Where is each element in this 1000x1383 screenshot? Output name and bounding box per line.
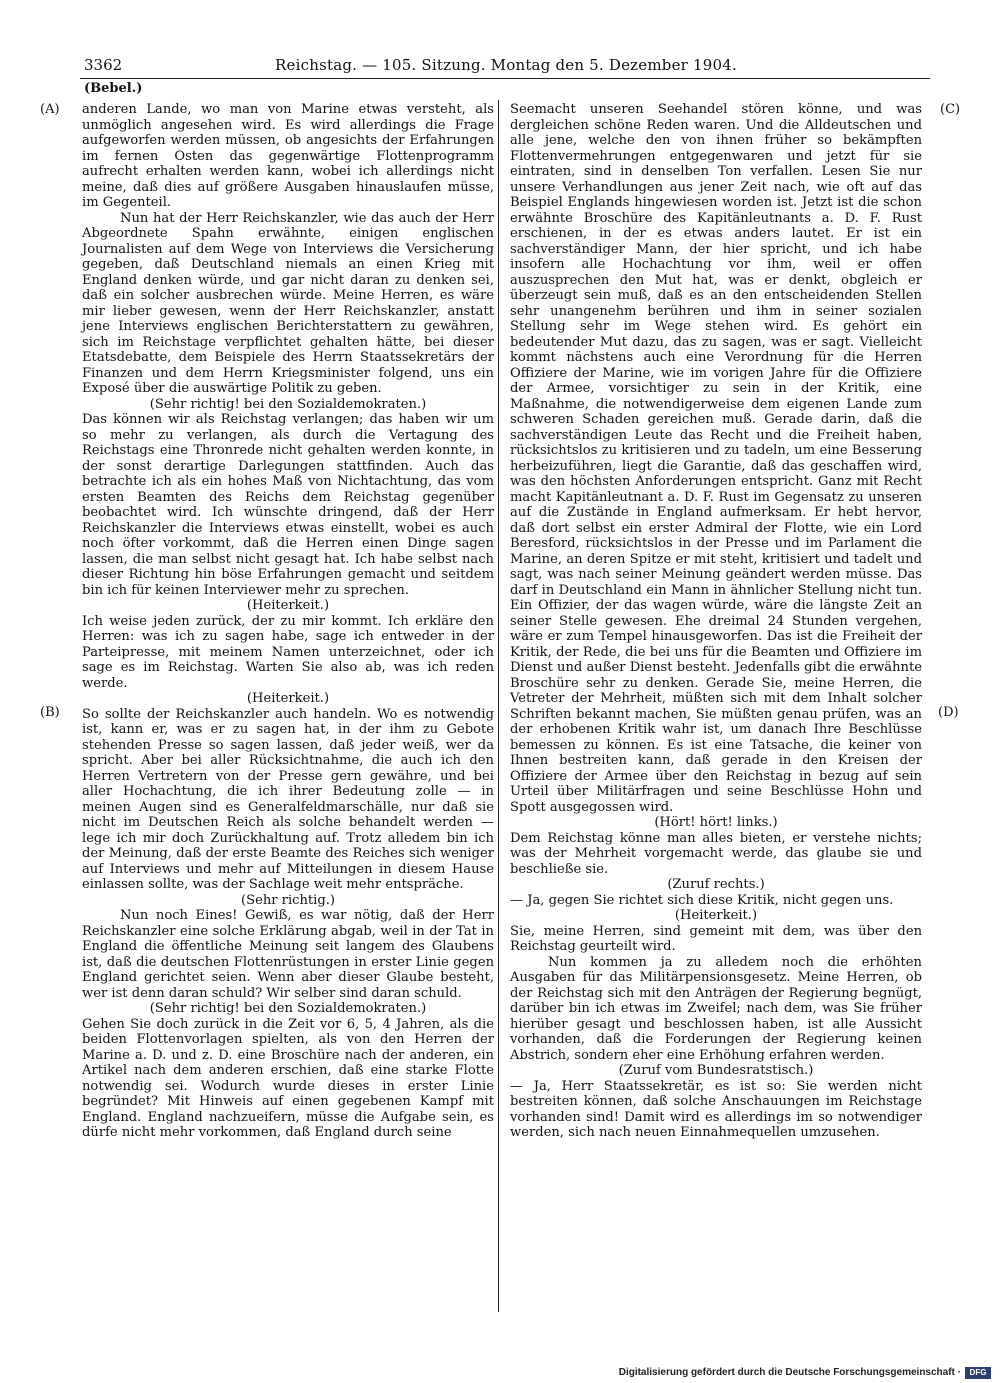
dfg-logo: DFG xyxy=(965,1367,991,1379)
left-column xyxy=(82,102,494,1141)
speaker-name: (Bebel.) xyxy=(84,81,143,96)
speech-paragraph: Gehen Sie doch zurück in die Zeit vor 6, 5, 4 Jahren, als die beiden Flottenvorlagen spielten, als von den Herren der Marine a. D. und z. D. eine Broschüre nach der anderen, ein Artikel nach dem anderen erschien, daß eine starke Flotte notwendig sei. Wodurch wurde dieses in erster Linie begründet? Mit Hinweis auf einen gegebenen Kampf mit England. England nachzueifern, müsse die Aufgabe sein, es dürfe nicht mehr vorkommen, daß England durch seine xyxy=(82,1016,494,1140)
interjection-remark: (Sehr richtig! bei den Sozialdemokraten.) xyxy=(149,1001,427,1016)
margin-marker-a: (A) xyxy=(40,102,60,117)
running-title: Reichstag. — 105. Sitzung. Montag den 5. Dezember 1904. xyxy=(275,56,737,74)
interjection-remark: (Heiterkeit.) xyxy=(674,908,758,923)
interjection-remark: (Hört! hört! links.) xyxy=(654,815,778,830)
speech-paragraph: Seemacht unseren Seehandel stören könne, und was dergleichen schöne Reden waren. Und die Alldeutschen und alle jene, welche den von ihnen früher so bekämpften Flottenvermehrungen entgegenwaren und jetzt für sie eintraten, sind in denselben Ton verfallen. Lesen Sie nur unsere Verhandlungen aus jener Zeit nach, wie oft auf das Beispiel Englands hingewiesen worden ist. Jetzt ist die schon erwähnte Broschüre des Kapitänleutnants a. D. F. Rust erschienen, in der es etwas anders lautet. Er ist ein sachverständiger Mann, der hier spricht, und ich habe insofern alle Hochachtung vor ihm, weil er offen auszusprechen den Mut hat, was er denkt, obgleich er überzeugt sein muß, daß es an den entscheidenden Stellen sehr unangenehm berühren und ihm in seiner sozialen Stellung sehr im Wege stehen wird. Es gehört ein bedeutender Mut dazu, das zu sagen, was er sagt. Vielleicht kommt nächstens auch eine Verordnung für die Herren Offiziere der Marine, wie im vorigen Jahre für die Offiziere der Armee, vorsichtiger zu sein in der Kritik, eine Maßnahme, die notwendigerweise dem eigenen Lande zum schweren Schaden gereichen muß. Gerade darin, daß die sachverständigen Leute das Recht und die Freiheit haben, rücksichtslos zu kritisieren und zu tadeln, um eine Besserung herbeizuführen, liegt die Garantie, daß das geschaffen wird, was den höchsten Anforderungen entspricht. Ganz mit Recht macht Kapitänleutnant a. D. F. Rust im Gegensatz zu unseren auf die Zustände in England aufmerksam. Er hebt hervor, daß dort selbst ein erster Admiral der Flotte, wie ein Lord Beresford, rücksichtslos in der Presse und im Parlament die Marine, an deren Spitze er mit steht, kritisiert und tadelt und sagt, was nach seiner Meinung geändert werden müsse. Das darf in Deutschland ein Mann in ähnlicher Stellung nicht tun. Ein Offizier, der das wagen würde, wäre die längste Zeit an seiner Stelle gewesen. Ehe dreimal 24 Stunden vergehen, wäre er zum Tempel hinausgeworfen. Das ist die Freiheit der Kritik, der Rede, die bei uns für die Beamten und Offiziere im Dienst und außer Dienst besteht. Jedenfalls gibt die erwähnte Broschüre sehr zu denken. Gerade Sie, meine Herren, die Vetreter der Mehrheit, müßten sich mit dem Inhalt solcher Schriften bekannt machen, Sie müßten genau prüfen, was an der erhobenen Kritik wahr ist, um danach Ihre Beschlüsse bemessen zu können. Es ist eine Tatsache, die keiner von Ihnen bestreiten kann, daß gerade in den Kreisen der Offiziere der Armee über den Reichstag in bezug auf sein Urteil über Militärfragen und seine Beschlüsse Hohn und Spott ausgegossen wird. xyxy=(510,102,922,815)
interjection-remark: (Zuruf vom Bundesratstisch.) xyxy=(618,1063,814,1078)
speech-paragraph: Nun hat der Herr Reichskanzler, wie das auch der Herr Abgeordnete Spahn erwähnte, einigen englischen Journalisten auf dem Wege von Interviews die Versicherung gegeben, daß Deutschland niemals an einen Krieg mit England denken würde, und gar nicht daran zu denken sei, daß ein solcher ausbrechen würde. Meine Herren, es wäre mir lieber gewesen, wenn der Herr Reichskanzler, anstatt jene Interviews englischen Berichterstattern zu gewähren, sich im Reichstage verpflichtet gehalten hätte, bei dieser Etatsdebatte, dem Beispiele des Herrn Staatssekretärs der Finanzen und dem Herrn Kriegsminister folgend, uns ein Exposé über die auswärtige Politik zu geben. xyxy=(82,210,494,396)
speech-paragraph: Nun kommen ja zu alledem noch die erhöhten Ausgaben für das Militärpensionsgesetz. Meine Herren, ob der Reichstag sich mit den Anträgen der Regierung begnügt, darüber bin ich etwas im Zweifel; nach dem, was Sie früher hierüber gesagt und beschlossen haben, ist alle Aussicht vorhanden, daß die Forderungen der Regierung keinen Abstrich, sondern eher eine Erhöhung erfahren werden. xyxy=(510,954,922,1063)
interjection-remark: (Sehr richtig! bei den Sozialdemokraten.) xyxy=(149,396,427,412)
speech-paragraph: Das können wir als Reichstag verlangen; das haben wir um so mehr zu verlangen, als durch die Vertagung des Reichstags eine Thronrede nicht gehalten werden konnte, in der sonst derartige Darlegungen stattfinden. Auch das betrachte ich als ein hohes Maß von Nichtachtung, das vom ersten Beamten des Reichs dem Reichstag gegenüber beobachtet wird. Ich wünschte dringend, daß der Herr Reichskanzler die Interviews etwas einstellt, wobei es auch noch öfter vorkommt, daß die Herren einen Dinge sagen lassen, die man selbst nicht gesagt hat. Ich habe selbst nach dieser Richtung hin böse Erfahrungen gemacht und seitdem bin ich für keinen Interviewer mehr zu sprechen. xyxy=(82,412,494,598)
header-rule xyxy=(80,78,930,79)
speech-paragraph: — Ja, Herr Staatssekretär, es ist so: Sie werden nicht bestreiten können, daß solche Anschauungen im Reichstage vorhanden sind! Damit wird es allerdings im so notwendiger werden, sich nach neuen Einnahmequellen umzusehen. xyxy=(510,1078,922,1140)
column-divider xyxy=(498,100,499,1312)
speech-paragraph: Nun noch Eines! Gewiß, es war nötig, daß der Herr Reichskanzler eine solche Erklärung abgab, weil in der Tat in England die öffentliche Meinung seit langem des Glaubens ist, daß die deutschen Flottenrüstungen in erster Linie gegen England gerichtet seien. Wenn aber dieser Glaube besteht, wer ist denn daran schuld? Wir selber sind daran schuld. xyxy=(82,908,494,1001)
speech-paragraph: Ich weise jeden zurück, der zu mir kommt. Ich erkläre den Herren: was ich zu sagen habe, sage ich entweder in der Parteipresse, mit meinem Namen unterzeichnet, oder ich sage es im Reichstag. Warten Sie also ab, was ich reden werde. xyxy=(82,613,494,691)
speech-paragraph: So sollte der Reichskanzler auch handeln. Wo es notwendig ist, kann er, was er zu sagen hat, in der ihm zu Gebote stehenden Presse so sagen lassen, daß jeder weiß, wer da spricht. Aber bei aller Rücksichtnahme, die auch ich den Herren Vertretern von der Presse gern gewähre, und bei aller Hochachtung, die ich ihrer Bedeutung zolle — in meinen Augen sind es Generalfeldmarschälle, nur daß sie nicht im Deutschen Reich als solche behandelt werden — lege ich mir doch Zurückhaltung auf. Trotz alledem bin ich der Meinung, daß der erste Beamte des Reiches sich weniger auf Interviews und mehr auf Mitteilungen in diesem Hause einlassen sollte, was der Sachlage weit mehr entspräche. xyxy=(82,706,494,892)
page-number: 3362 xyxy=(84,56,123,74)
margin-marker-b: (B) xyxy=(40,705,60,720)
interjection-remark: (Heiterkeit.) xyxy=(246,691,330,706)
interjection-remark: (Zuruf rechts.) xyxy=(667,877,765,892)
page-header xyxy=(84,56,928,76)
margin-marker-c: (C) xyxy=(940,102,961,117)
footer xyxy=(585,1367,993,1381)
interjection-remark: (Heiterkeit.) xyxy=(246,598,330,613)
speech-paragraph: Sie, meine Herren, sind gemeint mit dem, was über den Reichstag geurteilt wird. xyxy=(510,923,922,954)
margin-marker-d: (D) xyxy=(938,705,959,720)
right-column xyxy=(510,102,922,1141)
speech-paragraph: — Ja, gegen Sie richtet sich diese Kritik, nicht gegen uns. xyxy=(510,892,894,908)
speech-paragraph: Dem Reichstag könne man alles bieten, er verstehe nichts; was der Mehrheit vorgemacht werde, das glaube sie und beschließe sie. xyxy=(510,830,922,877)
funding-note: Digitalisierung gefördert durch die Deutsche Forschungsgemeinschaft · xyxy=(618,1367,961,1378)
interjection-remark: (Sehr richtig.) xyxy=(241,892,335,908)
speech-paragraph: anderen Lande, wo man von Marine etwas versteht, als unmöglich angesehen wird. Es wird allerdings die Frage aufgeworfen werden müssen, ob angesichts der Erfahrungen im fernen Osten das gegenwärtige Flottenprogramm aufrecht erhalten werden kann, wobei ich allerdings nicht meine, daß dies auf größere Ausgaben hinauslaufen müsse, im Gegenteil. xyxy=(82,102,494,210)
